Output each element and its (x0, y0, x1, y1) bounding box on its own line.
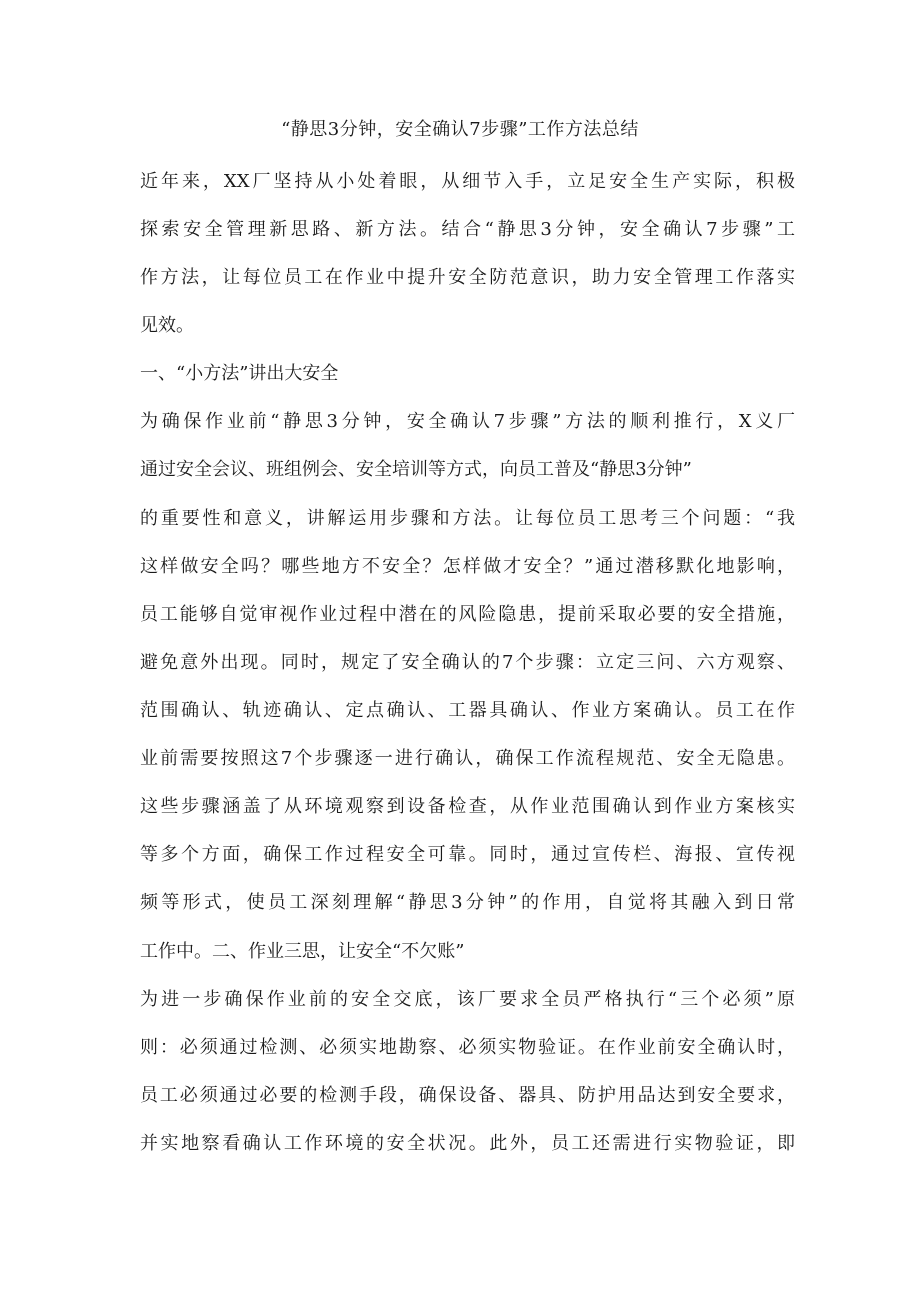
body-line: 员工必须通过必要的检测手段，确保设备、器具、防护用品达到安全要求， (140, 1085, 795, 1106)
body-line: 近年来，XX厂坚持从小处着眼，从细节入手，立足安全生产实际，积极 (140, 171, 795, 192)
body-line: 并实地察看确认工作环境的安全状况。此外，员工还需进行实物验证，即 (140, 1133, 795, 1154)
body-line: 这样做安全吗？哪些地方不安全？怎样做才安全？”通过潜移默化地影响， (140, 556, 795, 577)
section-heading: 一、“小方法”讲出大安全 (140, 363, 339, 384)
body-line: 员工能够自觉审视作业过程中潜在的风险隐患，提前采取必要的安全措施， (140, 604, 795, 625)
body-line: 范围确认、轨迹确认、定点确认、工器具确认、作业方案确认。员工在作 (140, 700, 795, 721)
body-line: 业前需要按照这7个步骤逐一进行确认，确保工作流程规范、安全无隐患。 (140, 748, 795, 769)
body-line: 频等形式，使员工深刻理解“静思3分钟”的作用，自觉将其融入到日常 (140, 892, 795, 913)
body-line: 探索安全管理新思路、新方法。结合“静思3分钟，安全确认7步骤”工 (140, 219, 795, 240)
body-line: 这些步骤涵盖了从环境观察到设备检查，从作业范围确认到作业方案核实 (140, 796, 795, 817)
body-line: 等多个方面，确保工作过程安全可靠。同时，通过宣传栏、海报、宣传视 (140, 844, 795, 865)
body-line: 作方法，让每位员工在作业中提升安全防范意识，助力安全管理工作落实 (140, 267, 795, 288)
body-line: 见效。 (140, 315, 194, 336)
body-line: 则：必须通过检测、必须实地勘察、必须实物验证。在作业前安全确认时， (140, 1037, 795, 1058)
body-line: 为确保作业前“静思3分钟，安全确认7步骤”方法的顺利推行，X义厂 (140, 411, 795, 432)
body-line: 避免意外出现。同时，规定了安全确认的7个步骤：立定三问、六方观察、 (140, 652, 795, 673)
body-line: 的重要性和意义，讲解运用步骤和方法。让每位员工思考三个问题：“我 (140, 508, 795, 529)
body-line: 通过安全会议、班组例会、安全培训等方式，向员工普及“静思3分钟” (140, 459, 692, 480)
document-title: “静思3分钟，安全确认7步骤”工作方法总结 (281, 119, 639, 140)
body-line: 为进一步确保作业前的安全交底，该厂要求全员严格执行“三个必须”原 (140, 989, 795, 1010)
body-line: 工作中。二、作业三思，让安全“不欠账” (140, 941, 465, 962)
